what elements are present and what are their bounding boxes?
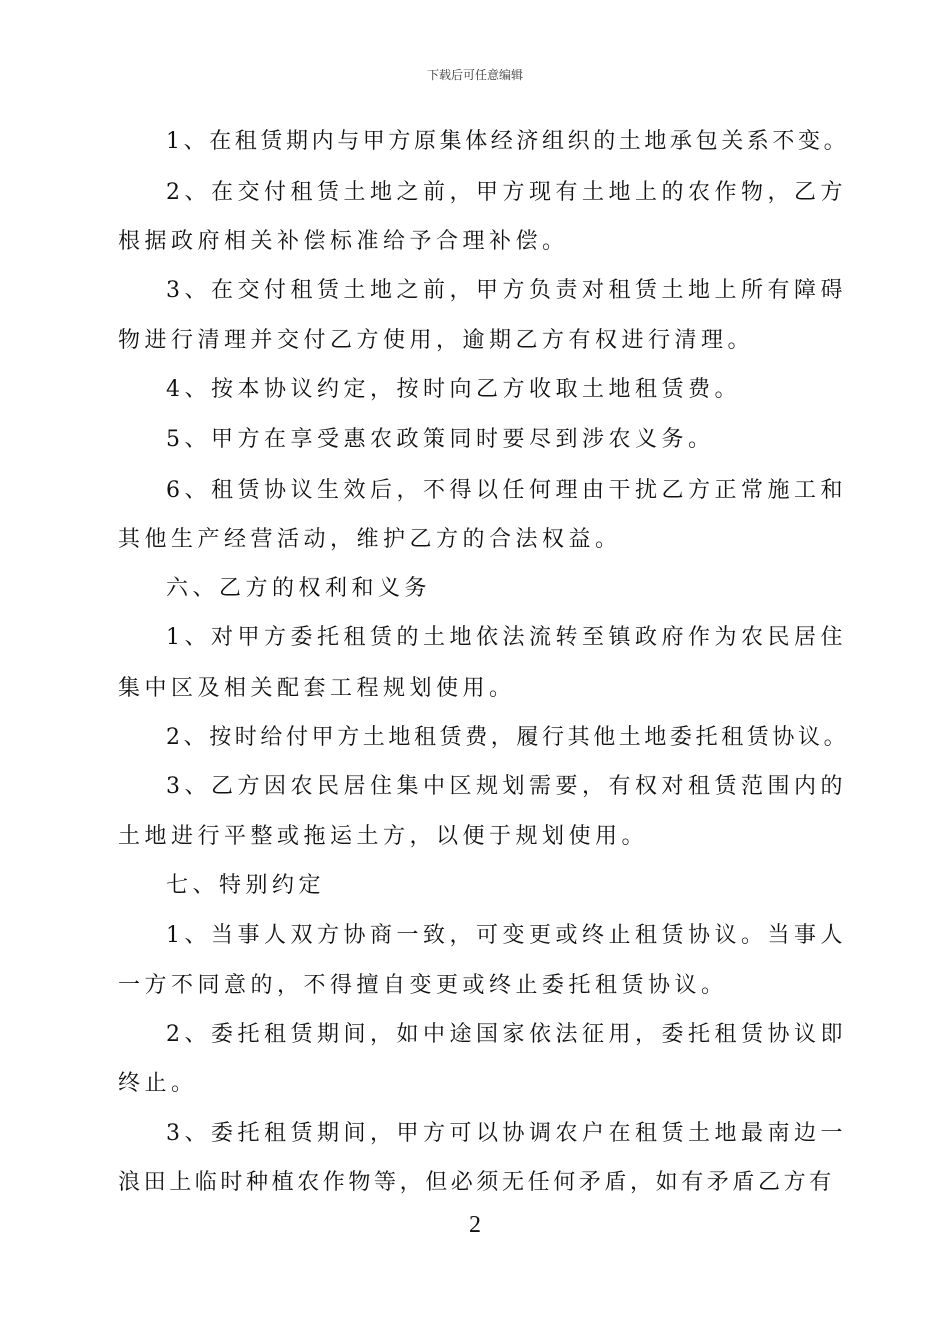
text-line: 一方不同意的，不得擅自变更或终止委托租赁协议。 (118, 973, 728, 998)
text-line: 2、在交付租赁土地之前，甲方现有土地上的农作物，乙方 (166, 180, 847, 205)
text-line: 5、甲方在享受惠农政策同时要尽到涉农义务。 (166, 427, 715, 452)
text-line: 浪田上临时种植农作物等，但必须无任何矛盾，如有矛盾乙方有 (118, 1170, 835, 1195)
text-line: 3、乙方因农民居住集中区规划需要，有权对租赁范围内的 (166, 774, 847, 799)
page-number: 2 (469, 1212, 481, 1238)
page-header: 下载后可任意编辑 (426, 68, 523, 82)
text-line: 集中区及相关配套工程规划使用。 (118, 676, 516, 701)
section-heading: 六、乙方的权利和义务 (166, 576, 432, 601)
text-line: 土地进行平整或拖运土方，以便于规划使用。 (118, 824, 649, 849)
text-line: 终止。 (118, 1071, 198, 1096)
text-line: 4、按本协议约定，按时向乙方收取土地租赁费。 (166, 377, 741, 402)
section-heading: 七、特别约定 (166, 873, 326, 898)
text-line: 2、按时给付甲方土地租赁费，履行其他土地委托租赁协议。 (166, 725, 850, 750)
text-line: 2、委托租赁期间，如中途国家依法征用，委托租赁协议即 (166, 1022, 847, 1047)
text-line: 3、委托租赁期间，甲方可以协调农户在租赁土地最南边一 (166, 1121, 847, 1146)
text-line: 1、对甲方委托租赁的土地依法流转至镇政府作为农民居住 (166, 625, 847, 650)
text-line: 1、当事人双方协商一致，可变更或终止租赁协议。当事人 (166, 923, 847, 948)
text-line: 物进行清理并交付乙方使用，逾期乙方有权进行清理。 (118, 328, 755, 353)
text-line: 3、在交付租赁土地之前，甲方负责对租赁土地上所有障碍 (166, 278, 847, 303)
text-line: 根据政府相关补偿标准给予合理补偿。 (118, 229, 569, 254)
text-line: 6、租赁协议生效后，不得以任何理由干扰乙方正常施工和 (166, 478, 847, 503)
text-line: 其他生产经营活动，维护乙方的合法权益。 (118, 527, 622, 552)
text-line: 1、在租赁期内与甲方原集体经济组织的土地承包关系不变。 (166, 129, 850, 154)
